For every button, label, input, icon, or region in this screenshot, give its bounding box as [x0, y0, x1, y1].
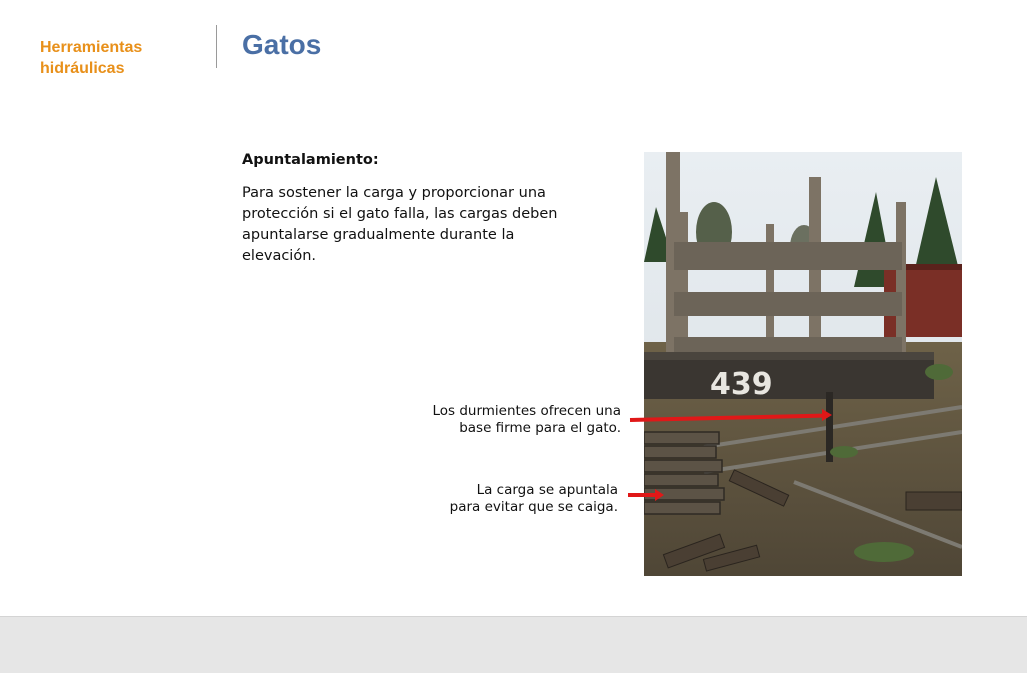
subheading: Apuntalamiento:	[242, 152, 379, 168]
railcar-photo	[644, 152, 962, 576]
body-paragraph: Para sostener la carga y proporcionar una protección si el gato falla, las cargas deben apuntalarse gradualmente durante la elevación.	[242, 185, 558, 264]
callout-shoring-line-2: para evitar que se caiga.	[449, 499, 618, 515]
section-label-line-1: Herramientas	[40, 39, 143, 56]
callout-sleepers-line-1: Los durmientes ofrecen una	[432, 403, 621, 419]
section-label	[40, 37, 200, 79]
callout-sleepers-line-2: base firme para el gato.	[459, 420, 621, 436]
callout-arrow-shoring	[628, 493, 658, 497]
callout-shoring	[400, 482, 618, 516]
header-divider	[216, 25, 217, 68]
page-title: Gatos	[242, 29, 322, 60]
callout-arrowhead-sleepers	[822, 409, 832, 421]
callout-sleepers	[400, 403, 621, 437]
callout-shoring-line-1: La carga se apuntala	[476, 482, 618, 498]
footer-bar	[0, 616, 1027, 673]
car-number: 439	[710, 367, 773, 402]
section-label-line-2: hidráulicas	[40, 60, 125, 77]
callout-arrowhead-shoring	[655, 489, 664, 501]
